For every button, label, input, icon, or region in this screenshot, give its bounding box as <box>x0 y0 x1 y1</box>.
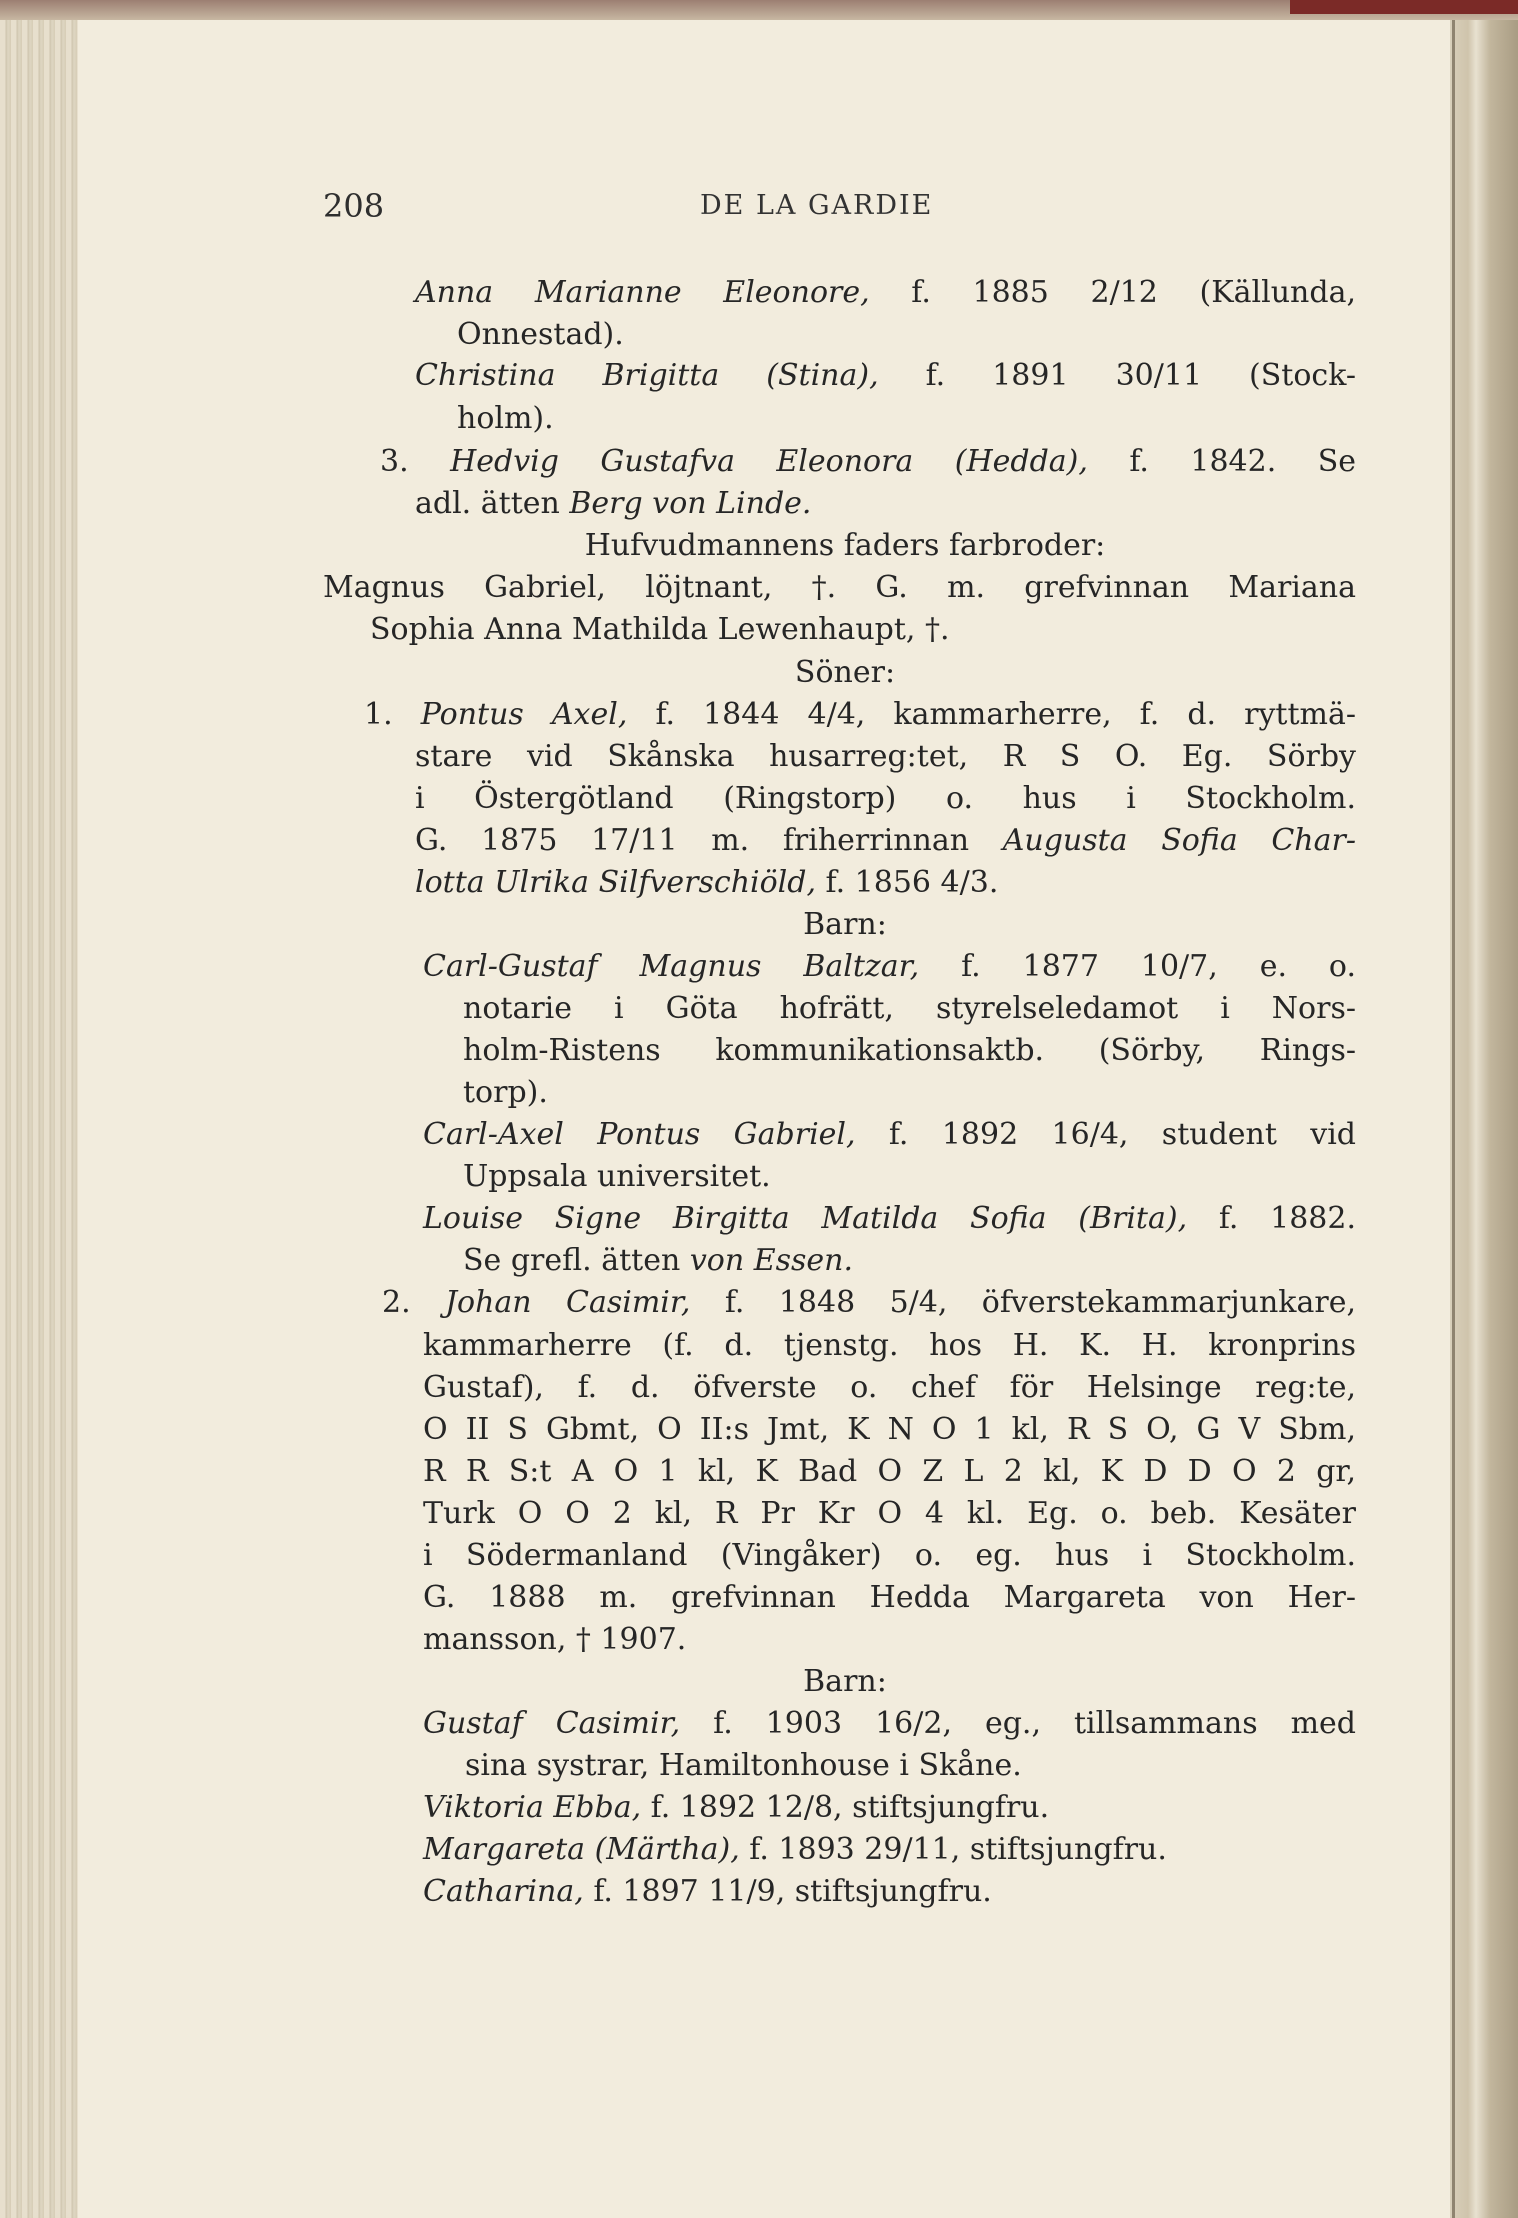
text-line <box>370 612 950 647</box>
italic-name: Viktoria Ebba, <box>423 1790 642 1825</box>
italic-name: Anna Marianne Eleonore, <box>415 275 870 310</box>
text-run: , student vid <box>1118 1117 1356 1152</box>
text-line <box>423 1706 1356 1741</box>
text-line <box>423 1874 992 1909</box>
text-line <box>423 1496 1356 1531</box>
italic-name: lotta Ulrika Silfverschiöld, <box>415 865 817 900</box>
text-run: Sophia Anna Mathilda Lewenhaupt, †. <box>370 612 950 647</box>
text-run: adl. ätten <box>415 486 570 521</box>
text-line <box>415 275 1356 310</box>
text-run: holm-Ristens kommunikationsaktb. (Sörby, Rings- <box>463 1033 1356 1068</box>
text-run: 11/9 <box>708 1874 776 1909</box>
italic-name: Carl-Axel Pontus Gabriel, <box>423 1117 856 1152</box>
text-line <box>382 1285 1357 1320</box>
italic-name: Johan Casimir, <box>445 1285 691 1320</box>
text-line <box>423 1370 1356 1405</box>
text-run: 16/2 <box>875 1706 943 1741</box>
text-run: 29/11 <box>864 1832 951 1867</box>
text-run: O II S Gbmt, O II:s Jmt, K N O 1 kl, R S O, G V Sbm, <box>423 1412 1356 1447</box>
text-line <box>463 1243 854 1278</box>
text-run: , stiftsjungfru. <box>833 1790 1050 1825</box>
text-line <box>463 991 1356 1026</box>
text-run: i Södermanland (Vingåker) o. eg. hus i Stockholm. <box>423 1538 1356 1573</box>
text-run: G. 1875 <box>415 823 592 858</box>
text-run: notarie i Göta hofrätt, styrelseledamot i Nors- <box>463 991 1356 1026</box>
text-run: (Källunda, <box>1157 275 1356 310</box>
text-run: 4/3 <box>940 865 989 900</box>
text-run: G. 1888 m. grefvinnan Hedda Margareta von Her- <box>423 1580 1356 1615</box>
italic-name: Pontus Axel, <box>420 697 628 732</box>
text-run: f. 1842. Se <box>1087 444 1356 479</box>
text-run: , eg., tillsammans med <box>942 1706 1356 1741</box>
text-line <box>415 739 1356 774</box>
text-line <box>415 781 1356 816</box>
text-run: kammarherre (f. d. tjenstg. hos H. K. H. kronprins <box>423 1328 1356 1363</box>
italic-name: Catharina, <box>423 1874 584 1909</box>
text-run: f. 1892 <box>641 1790 766 1825</box>
book-page-edges-left <box>0 0 78 2218</box>
text-line <box>423 1412 1356 1447</box>
red-cover-strip <box>1290 0 1518 14</box>
page-number: 208 <box>323 187 385 225</box>
text-run: 10/7 <box>1140 949 1209 984</box>
italic-name: Louise Signe Birgitta Matilda Sofia (Brita), <box>423 1201 1188 1236</box>
text-run: Barn: <box>803 1664 887 1699</box>
text-run: 30/11 <box>1115 358 1203 393</box>
text-line <box>415 823 1356 858</box>
text-run: f. 1882. <box>1187 1201 1356 1236</box>
text-line <box>584 528 1106 563</box>
text-run: f. 1885 <box>869 275 1091 310</box>
text-run: Se grefl. ätten <box>463 1243 690 1278</box>
text-line <box>463 1075 548 1110</box>
page-fold-line <box>1452 20 1455 2218</box>
text-run: f. 1856 <box>816 865 941 900</box>
text-run: i Östergötland (Ringstorp) o. hus i Stockholm. <box>415 781 1356 816</box>
text-line <box>380 444 1356 479</box>
text-run: stare vid Skånska husarreg:tet, R S O. Eg. Sörby <box>415 739 1356 774</box>
italic-name: von Essen. <box>689 1243 854 1278</box>
text-line <box>463 1033 1356 1068</box>
text-run: f. 1897 <box>583 1874 709 1909</box>
text-line <box>423 1790 1050 1825</box>
text-run: 2. <box>382 1285 446 1320</box>
running-head: DE LA GARDIE <box>700 190 934 221</box>
text-line <box>423 1832 1167 1867</box>
text-run: , stiftsjungfru. <box>950 1832 1167 1867</box>
text-line <box>463 1159 771 1194</box>
text-run: , kammarherre, f. d. ryttmä- <box>855 697 1356 732</box>
text-line <box>423 1538 1356 1573</box>
italic-name: Carl-Gustaf Magnus Baltzar, <box>423 949 920 984</box>
text-run: f. 1844 <box>627 697 808 732</box>
text-line <box>415 486 812 521</box>
text-run: f. 1848 <box>690 1285 890 1320</box>
text-run: Magnus Gabriel, löjtnant, †. G. m. grefvinnan Mariana <box>323 570 1356 605</box>
italic-name: Christina Brigitta (Stina), <box>415 358 879 393</box>
text-line <box>415 865 999 900</box>
text-run: , öfverstekammarjunkare, <box>937 1285 1357 1320</box>
text-line <box>423 1201 1356 1236</box>
text-line <box>457 317 624 352</box>
text-line <box>465 1748 1022 1783</box>
text-run: 12/8 <box>765 1790 834 1825</box>
text-line <box>803 907 887 942</box>
text-run: 3. <box>380 444 451 479</box>
text-line <box>415 358 1357 393</box>
text-run: f. 1891 <box>878 358 1116 393</box>
text-run: Turk O O 2 kl, R Pr Kr O 4 kl. Eg. o. beb. Kesäter <box>423 1496 1356 1531</box>
text-run: 2/12 <box>1090 275 1158 310</box>
text-line <box>423 1580 1356 1615</box>
text-line <box>423 1622 687 1657</box>
italic-name: Berg von Linde. <box>569 486 812 521</box>
text-run: . <box>988 865 999 900</box>
text-run: Uppsala universitet. <box>463 1159 771 1194</box>
text-line <box>423 1328 1356 1363</box>
italic-name: Hedvig Gustafva Eleonora (Hedda), <box>450 444 1088 479</box>
text-run: holm). <box>457 401 554 436</box>
text-line <box>794 655 896 690</box>
text-run: 4/4 <box>807 697 856 732</box>
text-run: torp). <box>463 1075 548 1110</box>
text-line <box>364 697 1356 732</box>
text-line <box>803 1664 887 1699</box>
text-run: sina systrar, Hamiltonhouse i Skåne. <box>465 1748 1022 1783</box>
text-line <box>457 401 554 436</box>
text-run: (Stock- <box>1202 358 1357 393</box>
text-line <box>423 1117 1356 1152</box>
text-run: 1. <box>364 697 421 732</box>
text-line <box>423 949 1356 984</box>
text-run: Onnestad). <box>457 317 624 352</box>
text-run: Hufvudmannens faders farbroder: <box>584 528 1106 563</box>
text-run: Barn: <box>803 907 887 942</box>
text-run: f. 1893 <box>739 1832 865 1867</box>
text-line <box>323 570 1356 605</box>
text-run: Söner: <box>794 655 896 690</box>
text-run: 5/4 <box>889 1285 938 1320</box>
text-run: , stiftsjungfru. <box>775 1874 992 1909</box>
text-run: f. 1892 <box>855 1117 1052 1152</box>
text-run: mansson, † 1907. <box>423 1622 687 1657</box>
text-run: f. 1903 <box>680 1706 876 1741</box>
book-page-edges-right <box>1450 20 1518 2218</box>
text-run: R R S:t A O 1 kl, K Bad O Z L 2 kl, K D D O 2 gr, <box>423 1454 1356 1489</box>
text-run: f. 1877 <box>919 949 1141 984</box>
text-run: Gustaf), f. d. öfverste o. chef för Helsinge reg:te, <box>423 1370 1356 1405</box>
italic-name: Augusta Sofia Char- <box>1002 823 1356 858</box>
italic-name: Gustaf Casimir, <box>423 1706 681 1741</box>
text-line <box>423 1454 1356 1489</box>
text-run: 17/11 <box>591 823 678 858</box>
italic-name: Margareta (Märtha), <box>423 1832 740 1867</box>
text-run: 16/4 <box>1051 1117 1119 1152</box>
text-run: m. friherrinnan <box>677 823 1003 858</box>
text-run: , e. o. <box>1208 949 1356 984</box>
